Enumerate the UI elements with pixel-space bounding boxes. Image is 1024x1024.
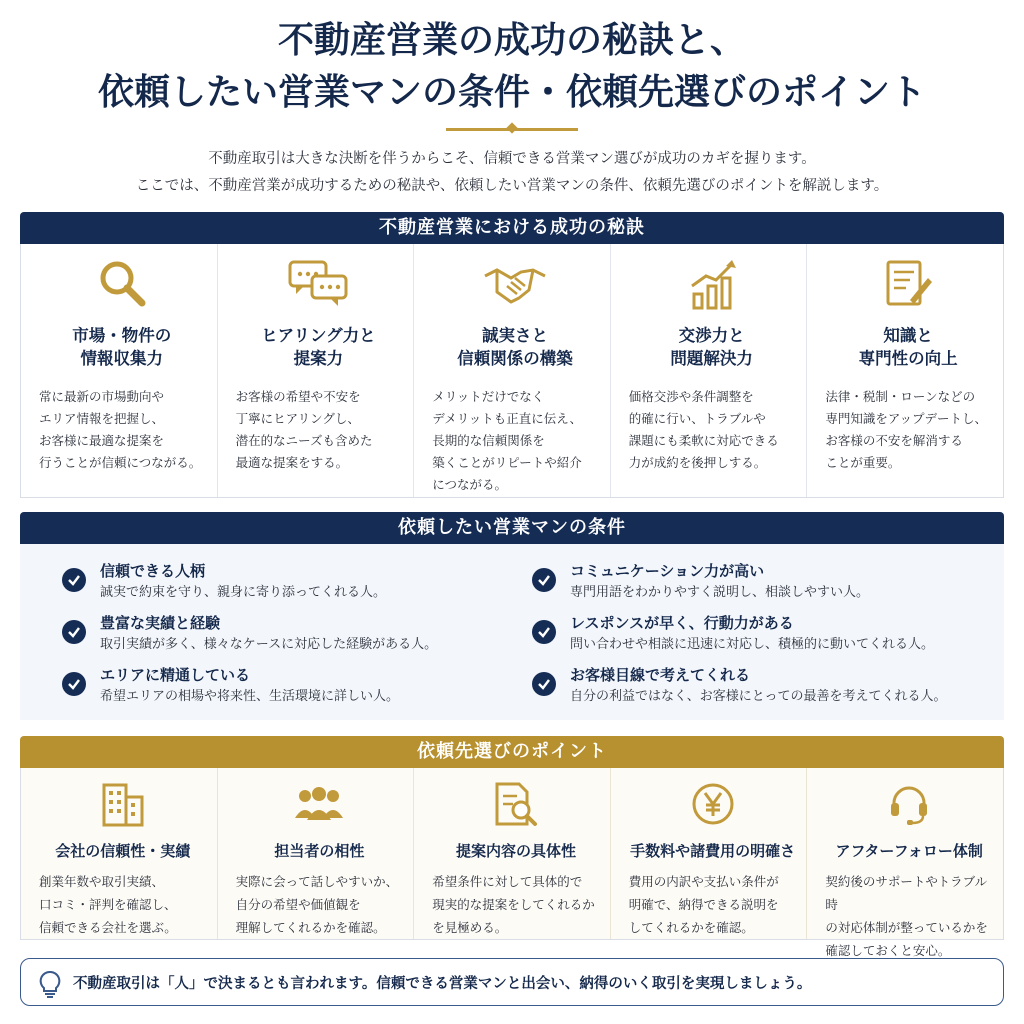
checkmark-icon xyxy=(62,620,86,644)
condition-desc: 誠実で約束を守り、親身に寄り添ってくれる人。 xyxy=(100,585,387,600)
building-icon xyxy=(98,781,148,831)
page-title xyxy=(0,14,1024,118)
condition-item xyxy=(532,612,934,656)
point-card-desc: 実際に会って話しやすいか、 自分の希望や価値観を 理解してくれるかを確認。 xyxy=(235,874,399,935)
title-divider-ornament xyxy=(506,122,517,133)
checkmark-icon xyxy=(62,672,86,696)
checkmark-icon xyxy=(532,620,556,644)
point-card-desc: 希望条件に対して具体的で 現実的な提案をしてくれるか を見極める。 xyxy=(432,874,595,935)
point-card xyxy=(218,768,415,939)
intro-text xyxy=(0,146,1024,200)
document-search-icon xyxy=(491,780,541,832)
point-card xyxy=(611,768,808,939)
point-card-title: 会社の信頼性・実績 xyxy=(55,842,191,860)
secret-card-title: 誠実さと 信頼関係の構築 xyxy=(457,326,573,368)
secret-card-title: 市場・物件の 情報収集力 xyxy=(72,326,172,368)
condition-title: お客様目線で考えてくれる xyxy=(570,666,751,684)
conditions-heading: 依頼したい営業マンの条件 xyxy=(20,512,1004,544)
footer-text: 不動産取引は「人」で決まるとも言われます。信頼できる営業マンと出会い、納得のいく取引を実現しましょう。 xyxy=(73,975,812,992)
condition-item xyxy=(532,664,946,708)
condition-desc: 希望エリアの相場や将来性、生活環境に詳しい人。 xyxy=(100,689,400,704)
points-panel xyxy=(20,768,1004,958)
lightbulb-icon xyxy=(37,969,63,1003)
handshake-icon xyxy=(481,256,549,316)
checkmark-icon xyxy=(532,672,556,696)
condition-item xyxy=(532,560,869,604)
secret-card-desc: メリットだけでなく デメリットも正直に伝え、 長期的な信頼関係を 築くことがリピートや紹介 につながる。 xyxy=(432,389,582,492)
secret-card xyxy=(414,244,611,497)
secret-card-desc: 常に最新の市場動向や エリア情報を把握し、 お客様に最適な提案を 行うことが信頼につながる。 xyxy=(39,389,202,470)
condition-item xyxy=(62,664,399,708)
point-card-desc: 費用の内訳や支払い条件が 明確で、納得できる説明を してくれるかを確認。 xyxy=(628,874,779,935)
secret-card-desc: お客様の希望や不安を 丁寧にヒアリングし、 潜在的なニーズも含めた 最適な提案をする。 xyxy=(235,389,373,470)
point-card-title: 担当者の相性 xyxy=(274,842,365,860)
secrets-heading: 不動産営業における成功の秘訣 xyxy=(20,212,1004,244)
condition-desc: 専門用語をわかりやすく説明し、相談しやすい人。 xyxy=(570,585,870,600)
secret-card xyxy=(807,244,1003,497)
document-pen-icon xyxy=(880,256,936,316)
point-card xyxy=(21,768,218,939)
point-card-title: アフターフォロー体制 xyxy=(835,842,983,860)
secret-card-title: 知識と 専門性の向上 xyxy=(858,326,958,368)
secret-card xyxy=(21,244,218,497)
yen-coin-icon xyxy=(690,781,736,831)
magnifier-icon xyxy=(94,256,150,316)
condition-item xyxy=(62,612,437,656)
people-icon xyxy=(291,784,347,828)
secret-card-desc: 法律・税制・ローンなどの 専門知識をアップデートし、 お客様の不安を解消する ことが重要。 xyxy=(825,389,988,470)
page-title-line2: 依頼したい営業マンの条件・依頼先選びのポイント xyxy=(97,71,926,113)
points-heading: 依頼先選びのポイント xyxy=(20,736,1004,768)
condition-desc: 問い合わせや相談に迅速に対応し、積極的に動いてくれる人。 xyxy=(570,637,935,652)
condition-desc: 自分の利益ではなく、お客様にとっての最善を考えてくれる人。 xyxy=(570,689,947,704)
growth-chart-icon xyxy=(684,256,740,316)
headset-icon xyxy=(886,781,932,831)
condition-title: エリアに精通している xyxy=(100,666,251,684)
chat-bubbles-icon xyxy=(286,256,350,316)
secret-card xyxy=(611,244,808,497)
intro-line2: ここでは、不動産営業が成功するための秘訣や、依頼したい営業マンの条件、依頼先選びのポイントを解説します。 xyxy=(135,178,889,194)
point-card-desc: 創業年数や取引実績、 口コミ・評判を確認し、 信頼できる会社を選ぶ。 xyxy=(39,874,177,935)
condition-title: コミュニケーション力が高い xyxy=(570,562,765,580)
secrets-panel xyxy=(20,244,1004,498)
secret-card xyxy=(218,244,415,497)
condition-desc: 取引実績が多く、様々なケースに対応した経験がある人。 xyxy=(100,637,438,652)
point-card xyxy=(807,768,1003,958)
point-card-desc: 契約後のサポートやトラブル時 の対応体制が整っているかを 確認しておくと安心。 xyxy=(825,874,988,958)
secret-card-title: ヒアリング力と 提案力 xyxy=(261,326,376,368)
secret-card-desc: 価格交渉や条件調整を 的確に行い、トラブルや 課題にも柔軟に対応できる 力が成約を後押しする。 xyxy=(628,389,779,470)
condition-item xyxy=(62,560,386,604)
point-card xyxy=(414,768,611,939)
conditions-panel xyxy=(20,544,1004,720)
intro-line1: 不動産取引は大きな決断を伴うからこそ、信頼できる営業マン選びが成功のカギを握ります。 xyxy=(208,151,816,167)
point-card-title: 手数料や諸費用の明確さ xyxy=(630,842,796,860)
secret-card-title: 交渉力と 問題解決力 xyxy=(670,326,753,368)
condition-title: 信頼できる人柄 xyxy=(100,562,206,580)
condition-title: 豊富な実績と経験 xyxy=(100,614,221,632)
point-card-title: 提案内容の具体性 xyxy=(455,842,576,860)
page-title-line1: 不動産営業の成功の秘訣と、 xyxy=(277,19,746,61)
condition-title: レスポンスが早く、行動力がある xyxy=(570,614,794,632)
checkmark-icon xyxy=(532,568,556,592)
footer-note xyxy=(20,958,1004,1006)
checkmark-icon xyxy=(62,568,86,592)
